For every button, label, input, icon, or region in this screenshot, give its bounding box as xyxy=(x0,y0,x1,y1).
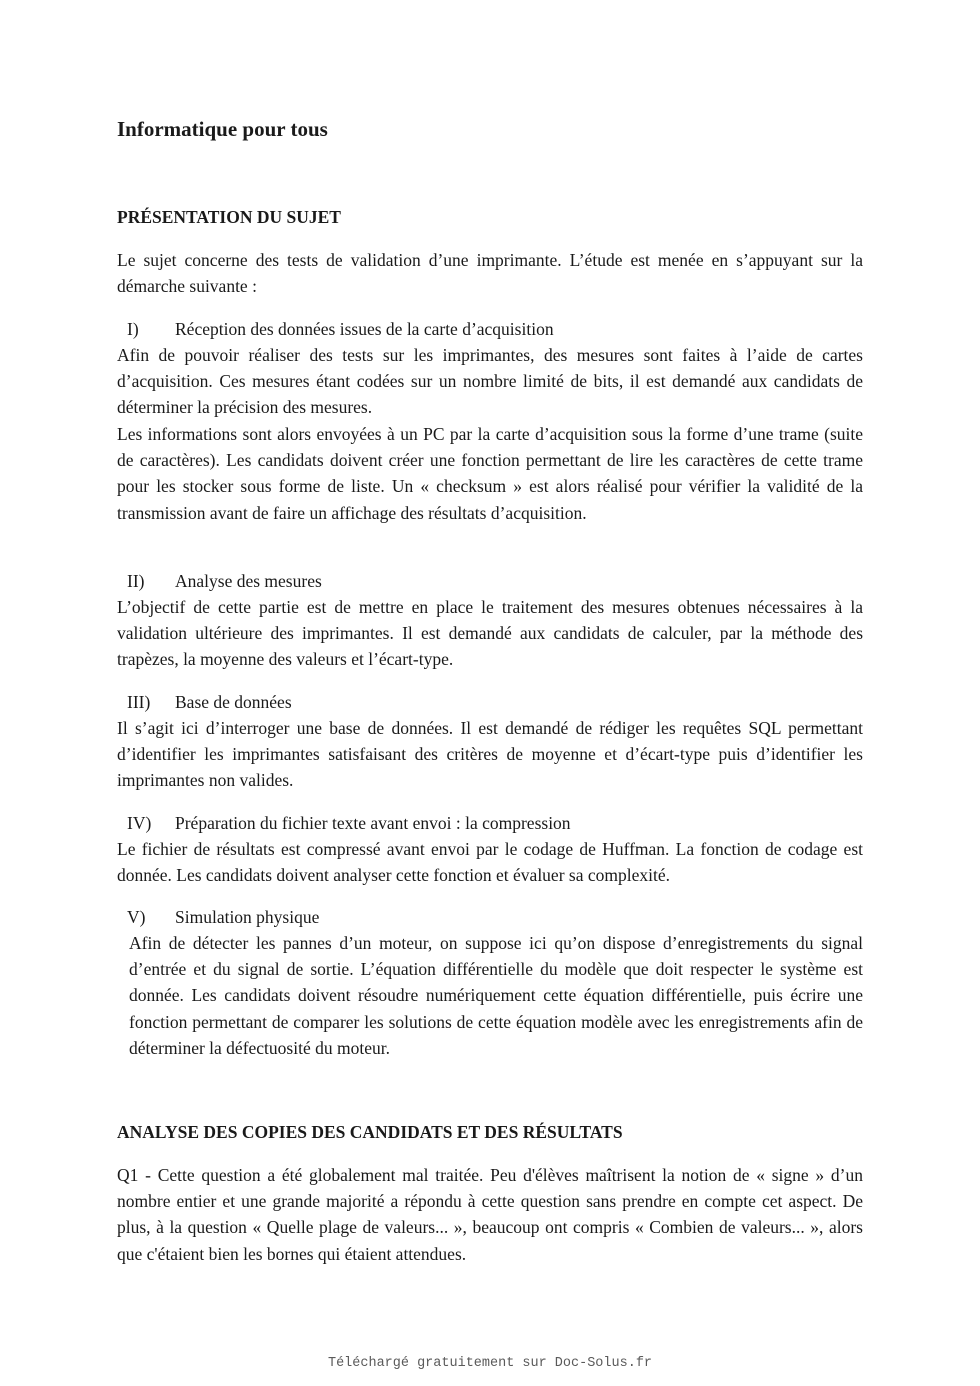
section-heading-presentation: PRÉSENTATION DU SUJET xyxy=(117,207,341,227)
document-title: Informatique pour tous xyxy=(117,117,328,141)
part-number: V) xyxy=(127,907,146,927)
part-text-1: Afin de pouvoir réaliser des tests sur les imprimantes, des mesures sont faites à l’aide de cartes d’acquisition. Ces mesures étant codées sur un nombre limité de bits, il est demandé aux candidats de déterminer la précision des mesures. xyxy=(117,345,863,418)
page-footer: Téléchargé gratuitement sur Doc-Solus.fr xyxy=(327,1356,653,1371)
part-heading-5 xyxy=(117,904,319,930)
part-title: Préparation du fichier texte avant envoi : la compression xyxy=(175,813,571,833)
part-title: Analyse des mesures xyxy=(175,571,322,591)
analysis-q1: Q1 - Cette question a été globalement mal traitée. Peu d'élèves maîtrisent la notion de « signe » d’un nombre entier et une grande majorité a répondu à cette question sans prendre en compte cet aspect. De plus, à la question « Quelle plage de valeurs... », beaucoup ont compris « Combien de valeurs... », alors que c'étaient bien les bornes qui étaient attendues. xyxy=(117,1165,863,1264)
part-heading-2 xyxy=(117,568,322,594)
part-title: Simulation physique xyxy=(175,907,320,927)
part-title: Base de données xyxy=(175,692,292,712)
section-heading-analysis: ANALYSE DES COPIES DES CANDIDATS ET DES RÉSULTATS xyxy=(117,1122,623,1142)
part-heading-4 xyxy=(117,810,571,836)
part-text-2: L’objectif de cette partie est de mettre en place le traitement des mesures obtenues nécessaires à la validation ultérieure des imprimantes. Il est demandé aux candidats de calculer, par la méthode des trapèzes, la moyenne des valeurs et l’écart-type. xyxy=(117,597,863,670)
part-heading-3 xyxy=(117,689,292,715)
part-title: Réception des données issues de la carte d’acquisition xyxy=(175,319,554,339)
part-number: I) xyxy=(127,319,139,339)
part-text-4: Le fichier de résultats est compressé avant envoi par le codage de Huffman. La fonction de codage est donnée. Les candidats doivent analyser cette fonction et évaluer sa complexité. xyxy=(117,839,863,886)
part-text-5: Afin de détecter les pannes d’un moteur, on suppose ici qu’on dispose d’enregistrements du signal d’entrée et du signal de sortie. L’équation différentielle du modèle que doit respecter le système est donnée. Les candidats doivent résoudre numériquement cette équation différentielle, puis écrire une fonction permettant de comparer les solutions de cette équation modèle avec les enregistrements afin de déterminer la défectuosité du moteur. xyxy=(129,933,863,1058)
part-text-3: Il s’agit ici d’interroger une base de données. Il est demandé de rédiger les requêtes SQL permettant d’identifier les imprimantes satisfaisant des critères de moyenne et d’écart-type puis d’identifier les imprimantes non valides. xyxy=(117,718,863,791)
part-number: IV) xyxy=(127,813,152,833)
part-number: II) xyxy=(127,571,145,591)
part-text-1b: Les informations sont alors envoyées à un PC par la carte d’acquisition sous la forme d’une trame (suite de caractères). Les candidats doivent créer une fonction permettant de lire les caractères de cette trame pour les stocker sous forme de liste. Un « checksum » est alors réalisé pour vérifier la validité de la transmission avant de faire un affichage des résultats d’acquisition. xyxy=(117,424,863,523)
presentation-intro: Le sujet concerne des tests de validation d’une imprimante. L’étude est menée en s’appuyant sur la démarche suivante : xyxy=(117,250,863,297)
part-heading-1 xyxy=(117,316,554,342)
part-number: III) xyxy=(127,692,151,712)
